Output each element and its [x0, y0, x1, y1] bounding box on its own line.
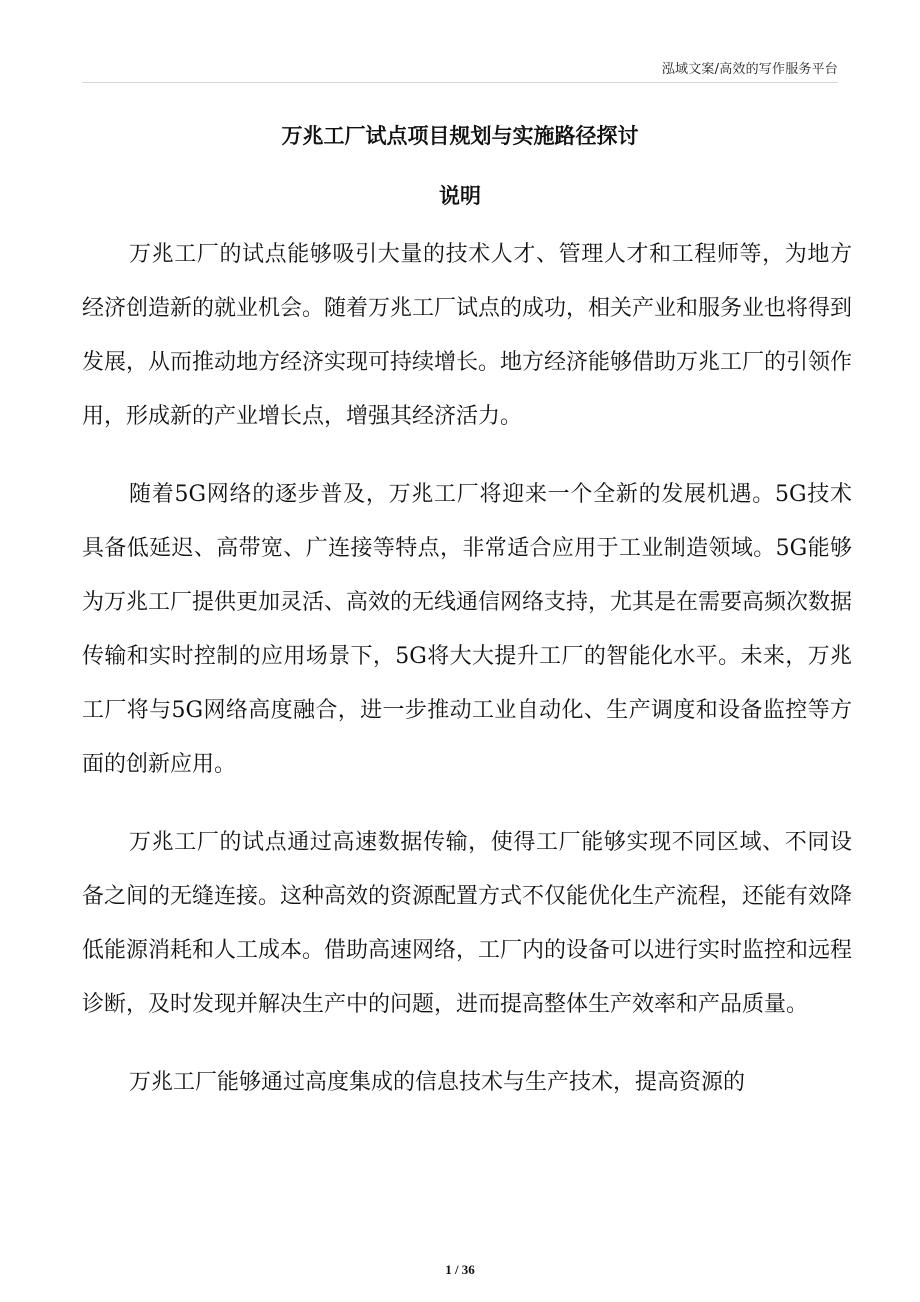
- document-title: 万兆工厂试点项目规划与实施路径探讨: [281, 124, 639, 148]
- page-number: 1 / 36: [445, 1262, 475, 1277]
- body-paragraph: 万兆工厂的试点通过高速数据传输，使得工厂能够实现不同区域、不同设备之间的无缝连接。这种高效的资源配置方式不仅能优化生产流程，还能有效降低能源消耗和人工成本。借助高速网络，工厂内的设备可以进行实时监控和远程诊断，及时发现并解决生产中的问题，进而提高整体生产效率和产品质量。: [82, 830, 853, 1017]
- document-body: [82, 228, 852, 1110]
- body-paragraph: 万兆工厂能够通过高度集成的信息技术与生产技术，提高资源的: [129, 1070, 746, 1095]
- header-divider: [82, 82, 838, 83]
- body-paragraph: 万兆工厂的试点能够吸引大量的技术人才、管理人才和工程师等，为地方经济创造新的就业机会。随着万兆工厂试点的成功，相关产业和服务业也将得到发展，从而推动地方经济实现可持续增长。地方经济能够借助万兆工厂的引领作用，形成新的产业增长点，增强其经济活力。: [82, 242, 853, 429]
- header-brand-text: 泓域文案/高效的写作服务平台: [661, 62, 838, 77]
- body-paragraph: 随着5G网络的逐步普及，万兆工厂将迎来一个全新的发展机遇。5G技术具备低延迟、高带宽、广连接等特点，非常适合应用于工业制造领域。5G能够为万兆工厂提供更加灵活、高效的无线通信网络支持，尤其是在需要高频次数据传输和实时控制的应用场景下，5G将大大提升工厂的智能化水平。未来，万兆工厂将与5G网络高度融合，进一步推动工业自动化、生产调度和设备监控等方面的创新应用。: [82, 482, 853, 777]
- section-heading: 说明: [439, 184, 481, 208]
